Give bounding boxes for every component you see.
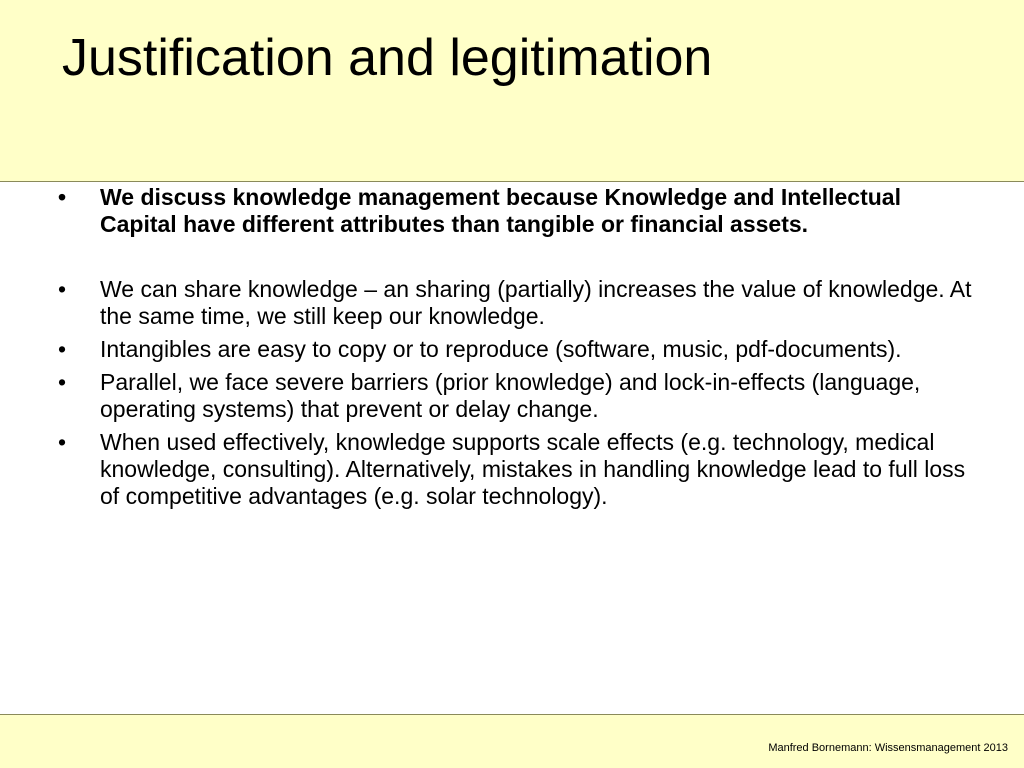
bullet-item <box>58 429 978 510</box>
bullet-item <box>58 369 978 423</box>
footer-credit: Manfred Bornemann: Wissensmanagement 2013 <box>768 742 1008 754</box>
bullet-marker: • <box>58 184 67 210</box>
slide-title: Justification and legitimation <box>62 29 713 87</box>
bullet-marker: • <box>58 429 67 455</box>
bullet-item <box>58 276 978 330</box>
bullet-text: We can share knowledge – an sharing (partially) increases the value of knowledge. At the same time, we still keep our knowledge. <box>100 276 972 329</box>
bullet-item <box>58 184 978 238</box>
bullet-text: Parallel, we face severe barriers (prior knowledge) and lock-in-effects (language, operating systems) that prevent or delay change. <box>100 369 921 422</box>
bullet-marker: • <box>58 336 67 362</box>
bullet-text: We discuss knowledge management because Knowledge and Intellectual Capital have different attributes than tangible or financial assets. <box>100 184 901 237</box>
footer-band <box>0 714 1024 768</box>
bullet-list <box>58 184 978 510</box>
slide-content <box>58 182 978 516</box>
bullet-marker: • <box>58 276 67 302</box>
bullet-marker: • <box>58 369 67 395</box>
bullet-text: When used effectively, knowledge supports scale effects (e.g. technology, medical knowledge, consulting). Alternatively, mistakes in handling knowledge lead to full loss of competitive advantages (e.g. solar technology). <box>100 429 966 509</box>
title-band <box>0 0 1024 182</box>
bullet-text: Intangibles are easy to copy or to reproduce (software, music, pdf-documents). <box>100 336 902 362</box>
bullet-item <box>58 336 978 363</box>
